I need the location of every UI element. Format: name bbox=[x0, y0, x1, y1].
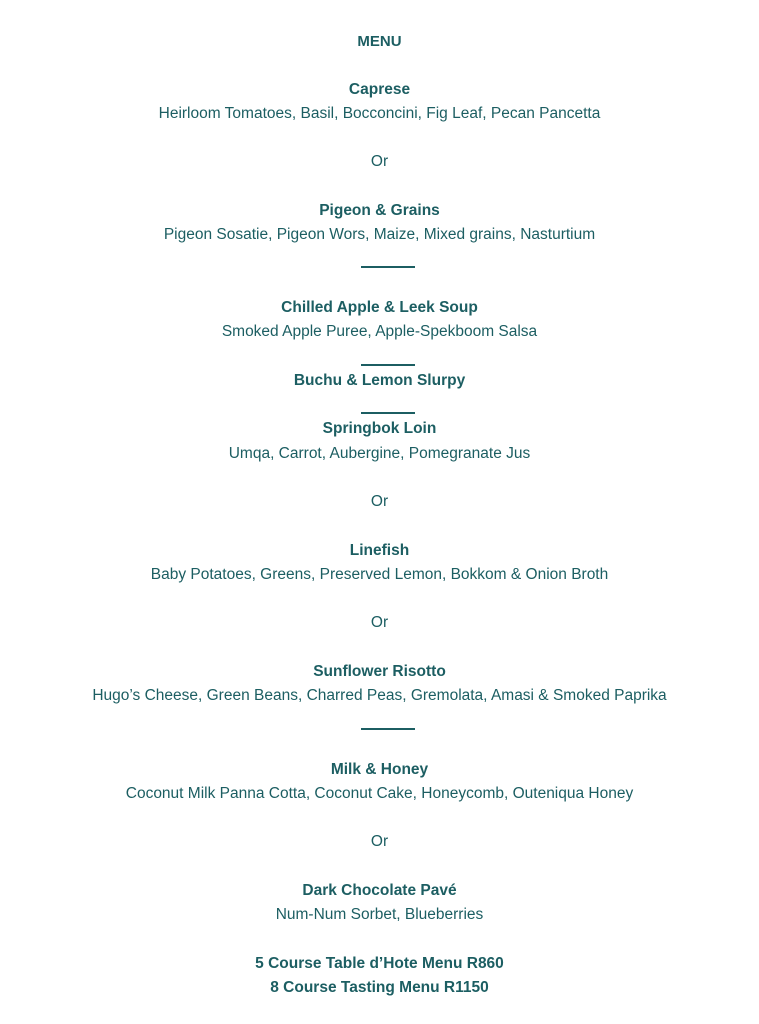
dish-name-pigeon-grains: Pigeon & Grains bbox=[319, 202, 440, 219]
dish-description-caprese: Heirloom Tomatoes, Basil, Bocconcini, Fig Leaf, Pecan Pancetta bbox=[158, 105, 601, 122]
course-separator bbox=[361, 412, 415, 414]
dish-name-milk-honey: Milk & Honey bbox=[330, 761, 429, 778]
menu-title: MENU bbox=[357, 33, 402, 50]
dish-name-buchu-slurpy: Buchu & Lemon Slurpy bbox=[293, 372, 466, 389]
or-divider: Or bbox=[370, 614, 389, 631]
dish-name-sunflower-risotto: Sunflower Risotto bbox=[313, 663, 446, 680]
course-separator bbox=[361, 364, 415, 366]
dish-description-linefish: Baby Potatoes, Greens, Preserved Lemon, Bokkom & Onion Broth bbox=[150, 566, 609, 583]
dish-description-springbok-loin: Umqa, Carrot, Aubergine, Pomegranate Jus bbox=[228, 445, 531, 462]
dish-name-linefish: Linefish bbox=[349, 542, 410, 559]
dish-description-sunflower-risotto: Hugo’s Cheese, Green Beans, Charred Peas, Gremolata, Amasi & Smoked Paprika bbox=[92, 687, 667, 704]
dish-name-caprese: Caprese bbox=[348, 81, 411, 98]
dish-name-dark-chocolate-pave: Dark Chocolate Pavé bbox=[302, 882, 457, 899]
price-tasting-menu: 8 Course Tasting Menu R1150 bbox=[270, 979, 489, 996]
course-separator bbox=[361, 266, 415, 268]
dish-name-apple-leek-soup: Chilled Apple & Leek Soup bbox=[281, 299, 478, 316]
price-table-dhote: 5 Course Table d’Hote Menu R860 bbox=[255, 955, 504, 972]
dish-description-milk-honey: Coconut Milk Panna Cotta, Coconut Cake, Honeycomb, Outeniqua Honey bbox=[125, 785, 634, 802]
or-divider: Or bbox=[370, 493, 389, 510]
dish-description-apple-leek-soup: Smoked Apple Puree, Apple-Spekboom Salsa bbox=[221, 323, 538, 340]
dish-name-springbok-loin: Springbok Loin bbox=[322, 420, 437, 437]
dish-description-pigeon-grains: Pigeon Sosatie, Pigeon Wors, Maize, Mixed grains, Nasturtium bbox=[163, 226, 596, 243]
dish-description-dark-chocolate-pave: Num-Num Sorbet, Blueberries bbox=[275, 906, 484, 923]
or-divider: Or bbox=[370, 153, 389, 170]
course-separator bbox=[361, 728, 415, 730]
or-divider: Or bbox=[370, 833, 389, 850]
